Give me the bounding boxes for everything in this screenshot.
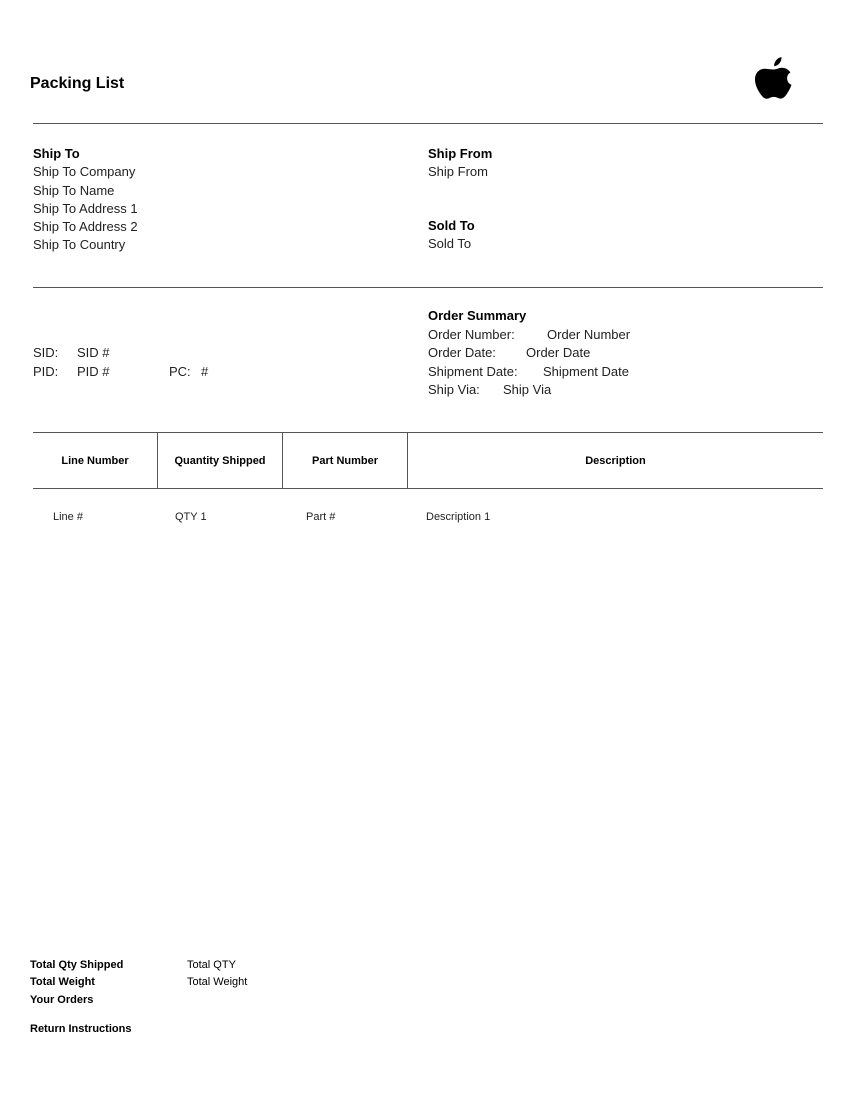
order-number-value: Order Number bbox=[547, 327, 631, 342]
your-orders-label: Your Orders bbox=[30, 994, 94, 1006]
order-date-label: Order Date: bbox=[428, 345, 496, 360]
apple-logo-icon bbox=[752, 54, 796, 102]
order-date-value: Order Date bbox=[526, 345, 591, 360]
ship-to-block bbox=[33, 145, 138, 255]
ship-via-label: Ship Via: bbox=[428, 382, 480, 397]
pid-label: PID: bbox=[33, 364, 59, 379]
shipment-date-label: Shipment Date: bbox=[428, 364, 518, 379]
sid-value: SID # bbox=[77, 345, 110, 360]
page-title: Packing List bbox=[30, 75, 125, 92]
ship-to-address-2: Ship To Address 2 bbox=[33, 219, 138, 235]
cell-quantity-shipped: QTY 1 bbox=[175, 511, 207, 523]
sold-to-value: Sold To bbox=[428, 236, 472, 252]
cell-part-number: Part # bbox=[306, 511, 336, 523]
column-header-part-number: Part Number bbox=[311, 454, 379, 467]
pc-value: # bbox=[201, 364, 209, 379]
sid-label: SID: bbox=[33, 345, 59, 360]
ship-to-company: Ship To Company bbox=[33, 164, 136, 180]
column-header-quantity-shipped: Quantity Shipped bbox=[174, 454, 266, 467]
divider bbox=[33, 287, 823, 288]
ship-to-address-1: Ship To Address 1 bbox=[33, 200, 138, 216]
ship-from-block bbox=[428, 145, 492, 182]
order-summary-heading: Order Summary bbox=[428, 308, 527, 323]
sold-to-heading: Sold To bbox=[428, 218, 475, 233]
ship-from-value: Ship From bbox=[428, 164, 488, 180]
items-table-header bbox=[33, 432, 823, 489]
column-header-line-number: Line Number bbox=[61, 454, 129, 467]
return-instructions-label: Return Instructions bbox=[30, 1023, 132, 1035]
ship-to-heading: Ship To bbox=[33, 146, 80, 161]
total-weight-label: Total Weight bbox=[30, 976, 95, 988]
pid-value: PID # bbox=[77, 364, 110, 379]
total-weight-value: Total Weight bbox=[187, 976, 248, 988]
sold-to-block bbox=[428, 217, 475, 254]
column-header-description: Description bbox=[585, 454, 646, 467]
ship-via-value: Ship Via bbox=[503, 382, 552, 397]
ship-to-country: Ship To Country bbox=[33, 237, 126, 253]
cell-line-number: Line # bbox=[53, 511, 83, 523]
pc-label: PC: bbox=[169, 364, 191, 379]
ship-to-name: Ship To Name bbox=[33, 182, 115, 198]
ship-from-heading: Ship From bbox=[428, 146, 493, 161]
total-qty-label: Total Qty Shipped bbox=[30, 959, 124, 971]
total-qty-value: Total QTY bbox=[187, 959, 236, 971]
cell-description: Description 1 bbox=[426, 511, 491, 523]
order-number-label: Order Number: bbox=[428, 327, 515, 342]
divider bbox=[33, 123, 823, 124]
shipment-date-value: Shipment Date bbox=[543, 364, 629, 379]
